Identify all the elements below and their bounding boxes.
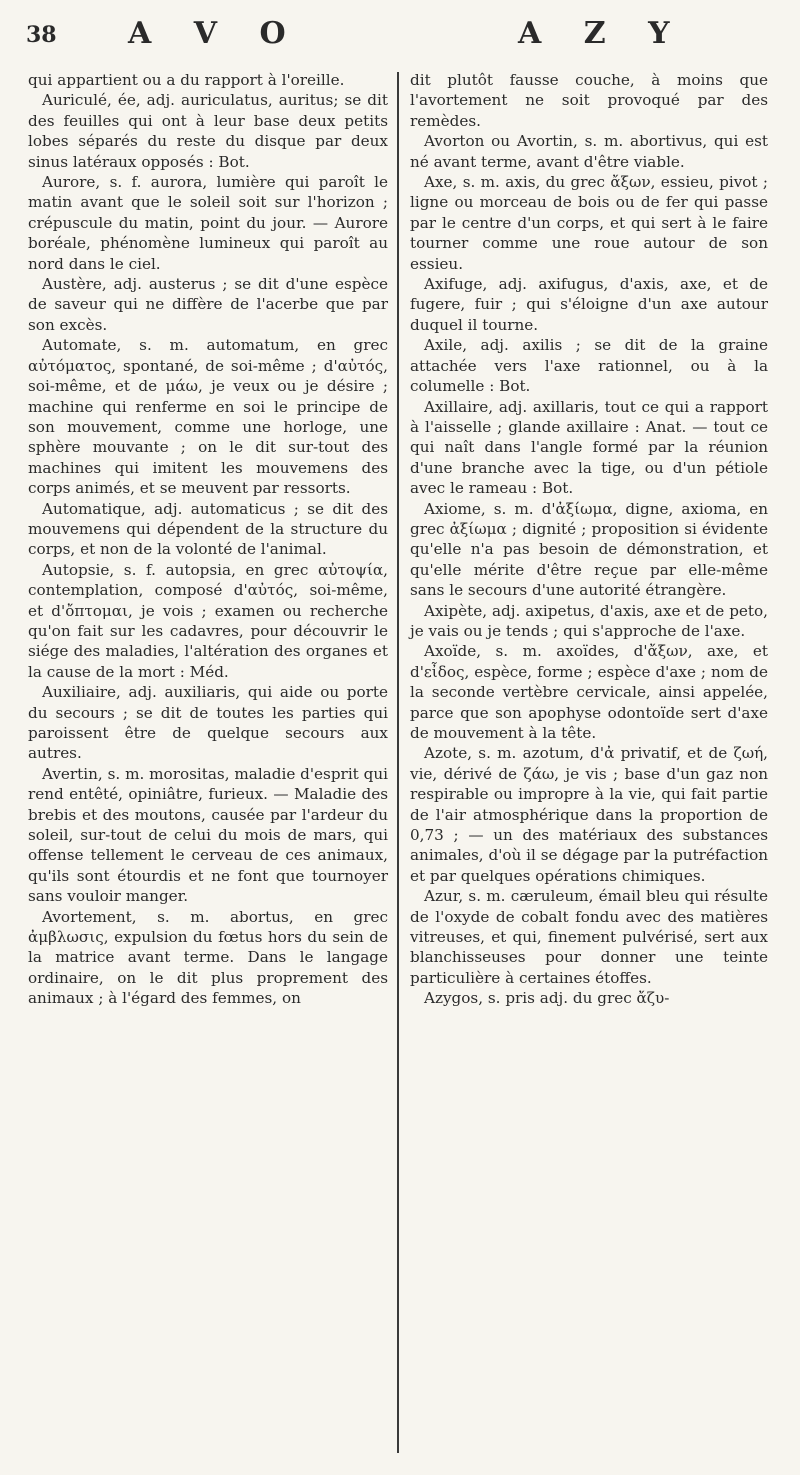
dictionary-entry: qui appartient ou a du rapport à l'oreille. <box>28 71 345 89</box>
dictionary-entry: Avortement, s. m. abortus, en grec ἀμβλωσις, expulsion du fœtus hors du sein de la matrice avant terme. Dans le langage ordinaire, on le dit plus proprement des animaux ; à l'égard des femmes, on <box>28 907 388 1008</box>
dictionary-entry: Axoïde, s. m. axoïdes, d'ἄξων, axe, et d'εἶδος, espèce, forme ; espèce d'axe ; nom de la seconde vertèbre cervicale, ainsi appelée, parce que son apophyse odontoïde sert d'axe de mouvement à la tête. <box>410 642 768 742</box>
running-header <box>18 12 782 56</box>
dictionary-entry: Aurore, s. f. aurora, lumière qui paroît le matin avant que le soleil soit sur l'horizon ; crépuscule du matin, point du jour. — Aurore boréale, phénomène lumineux qui paroît au nord dans le ciel. <box>28 173 388 273</box>
dictionary-entry: Azygos, s. pris adj. du grec ἄζυ- <box>424 989 670 1008</box>
dictionary-entry: Austère, adj. austerus ; se dit d'une espèce de saveur qui ne diffère de l'acerbe que par son excès. <box>28 275 388 334</box>
dictionary-entry: Avertin, s. m. morositas, maladie d'esprit qui rend entêté, opiniâtre, furieux. — Maladie des brebis et des moutons, causée par l'ardeur du soleil, sur-tout de celui du mois de mars, qui offense tellement le cerveau de ces animaux, qu'ils sont étourdis et ne font que tournoyer sans vouloir manger. <box>28 764 388 906</box>
running-head-left: A V O <box>128 16 302 51</box>
right-column <box>410 70 768 1009</box>
running-head-right: A Z Y <box>518 16 686 51</box>
page-number: 38 <box>26 22 57 48</box>
dictionary-entry: Azur, s. m. cæruleum, émail bleu qui résulte de l'oxyde de cobalt fondu avec des matières vitreuses, et qui, finement pulvérisé, sert aux blanchisseuses pour donner une teinte particulière à certaines étoffes. <box>410 887 768 987</box>
dictionary-entry: Axile, adj. axilis ; se dit de la graine attachée vers l'axe rationnel, ou à la columelle : Bot. <box>410 336 768 396</box>
dictionary-entry: Azote, s. m. azotum, d'ἀ privatif, et de ζωή, vie, dérivé de ζάω, je vis ; base d'un gaz non respirable ou impropre à la vie, qui fait partie de l'air atmosphérique dans la proportion de 0,73 ; — un des matériaux des substances animales, d'où il se dégage par la putréfaction et par quelques opérations chimiques. <box>410 744 768 885</box>
column-divider <box>397 72 399 1453</box>
dictionary-entry: Auriculé, ée, adj. auriculatus, auritus; se dit des feuilles qui ont à leur base deux petits lobes séparés du reste du disque par deux sinus latéraux opposés : Bot. <box>28 91 388 171</box>
dictionary-entry: Automate, s. m. automatum, en grec αὐτόματος, spontané, de soi-même ; d'αὐτός, soi-même, et de μάω, je veux ou je désire ; machine qui renferme en soi le principe de son mouvement, comme une horloge, une sphère mouvante ; on le dit sur-tout des machines qui imitent les mouvemens des corps animés, et se meuvent par ressorts. <box>28 336 388 498</box>
dictionary-entry: Axiome, s. m. d'ἀξίωμα, digne, axioma, en grec ἀξίωμα ; dignité ; proposition si évidente qu'elle n'a pas besoin de démonstration, et qu'elle mérite d'être reçue par elle-même sans le secours d'une autorité étrangère. <box>410 499 768 600</box>
dictionary-entry: Axe, s. m. axis, du grec ἄξων, essieu, pivot ; ligne ou morceau de bois ou de fer qui passe par le centre d'un corps, et qui sert à le faire tourner comme une roue autour de son essieu. <box>410 173 768 273</box>
dictionary-entry: Automatique, adj. automaticus ; se dit des mouvemens qui dépendent de la structure du corps, et non de la volonté de l'animal. <box>28 499 388 559</box>
left-column <box>28 70 388 1009</box>
dictionary-entry: Autopsie, s. f. autopsia, en grec αὐτοψία, contemplation, composé d'αὐτός, soi-même, et d'ὄπτομαι, je vois ; examen ou recherche qu'on fait sur les cadavres, pour découvrir le siége des maladies, l'altération des organes et la cause de la mort : Méd. <box>28 560 388 681</box>
dictionary-entry: dit plutôt fausse couche, à moins que l'avortement ne soit provoqué par des remèdes. <box>410 71 768 130</box>
dictionary-entry: Auxiliaire, adj. auxiliaris, qui aide ou porte du secours ; se dit de toutes les parties qui paroissent être de quelque secours aux autres. <box>28 683 388 763</box>
dictionary-entry: Axipète, adj. axipetus, d'axis, axe et de peto, je vais ou je tends ; qui s'approche de l'axe. <box>410 601 768 640</box>
dictionary-entry: Axillaire, adj. axillaris, tout ce qui a rapport à l'aisselle ; glande axillaire : Anat. — tout ce qui naît dans l'angle formé par la réunion d'une branche avec la tige, ou d'un pétiole avec le rameau : Bot. <box>410 397 768 498</box>
dictionary-entry: Axifuge, adj. axifugus, d'axis, axe, et de fugere, fuir ; qui s'éloigne d'un axe autour duquel il tourne. <box>410 275 768 334</box>
dictionary-entry: Avorton ou Avortin, s. m. abortivus, qui est né avant terme, avant d'être viable. <box>410 132 768 171</box>
